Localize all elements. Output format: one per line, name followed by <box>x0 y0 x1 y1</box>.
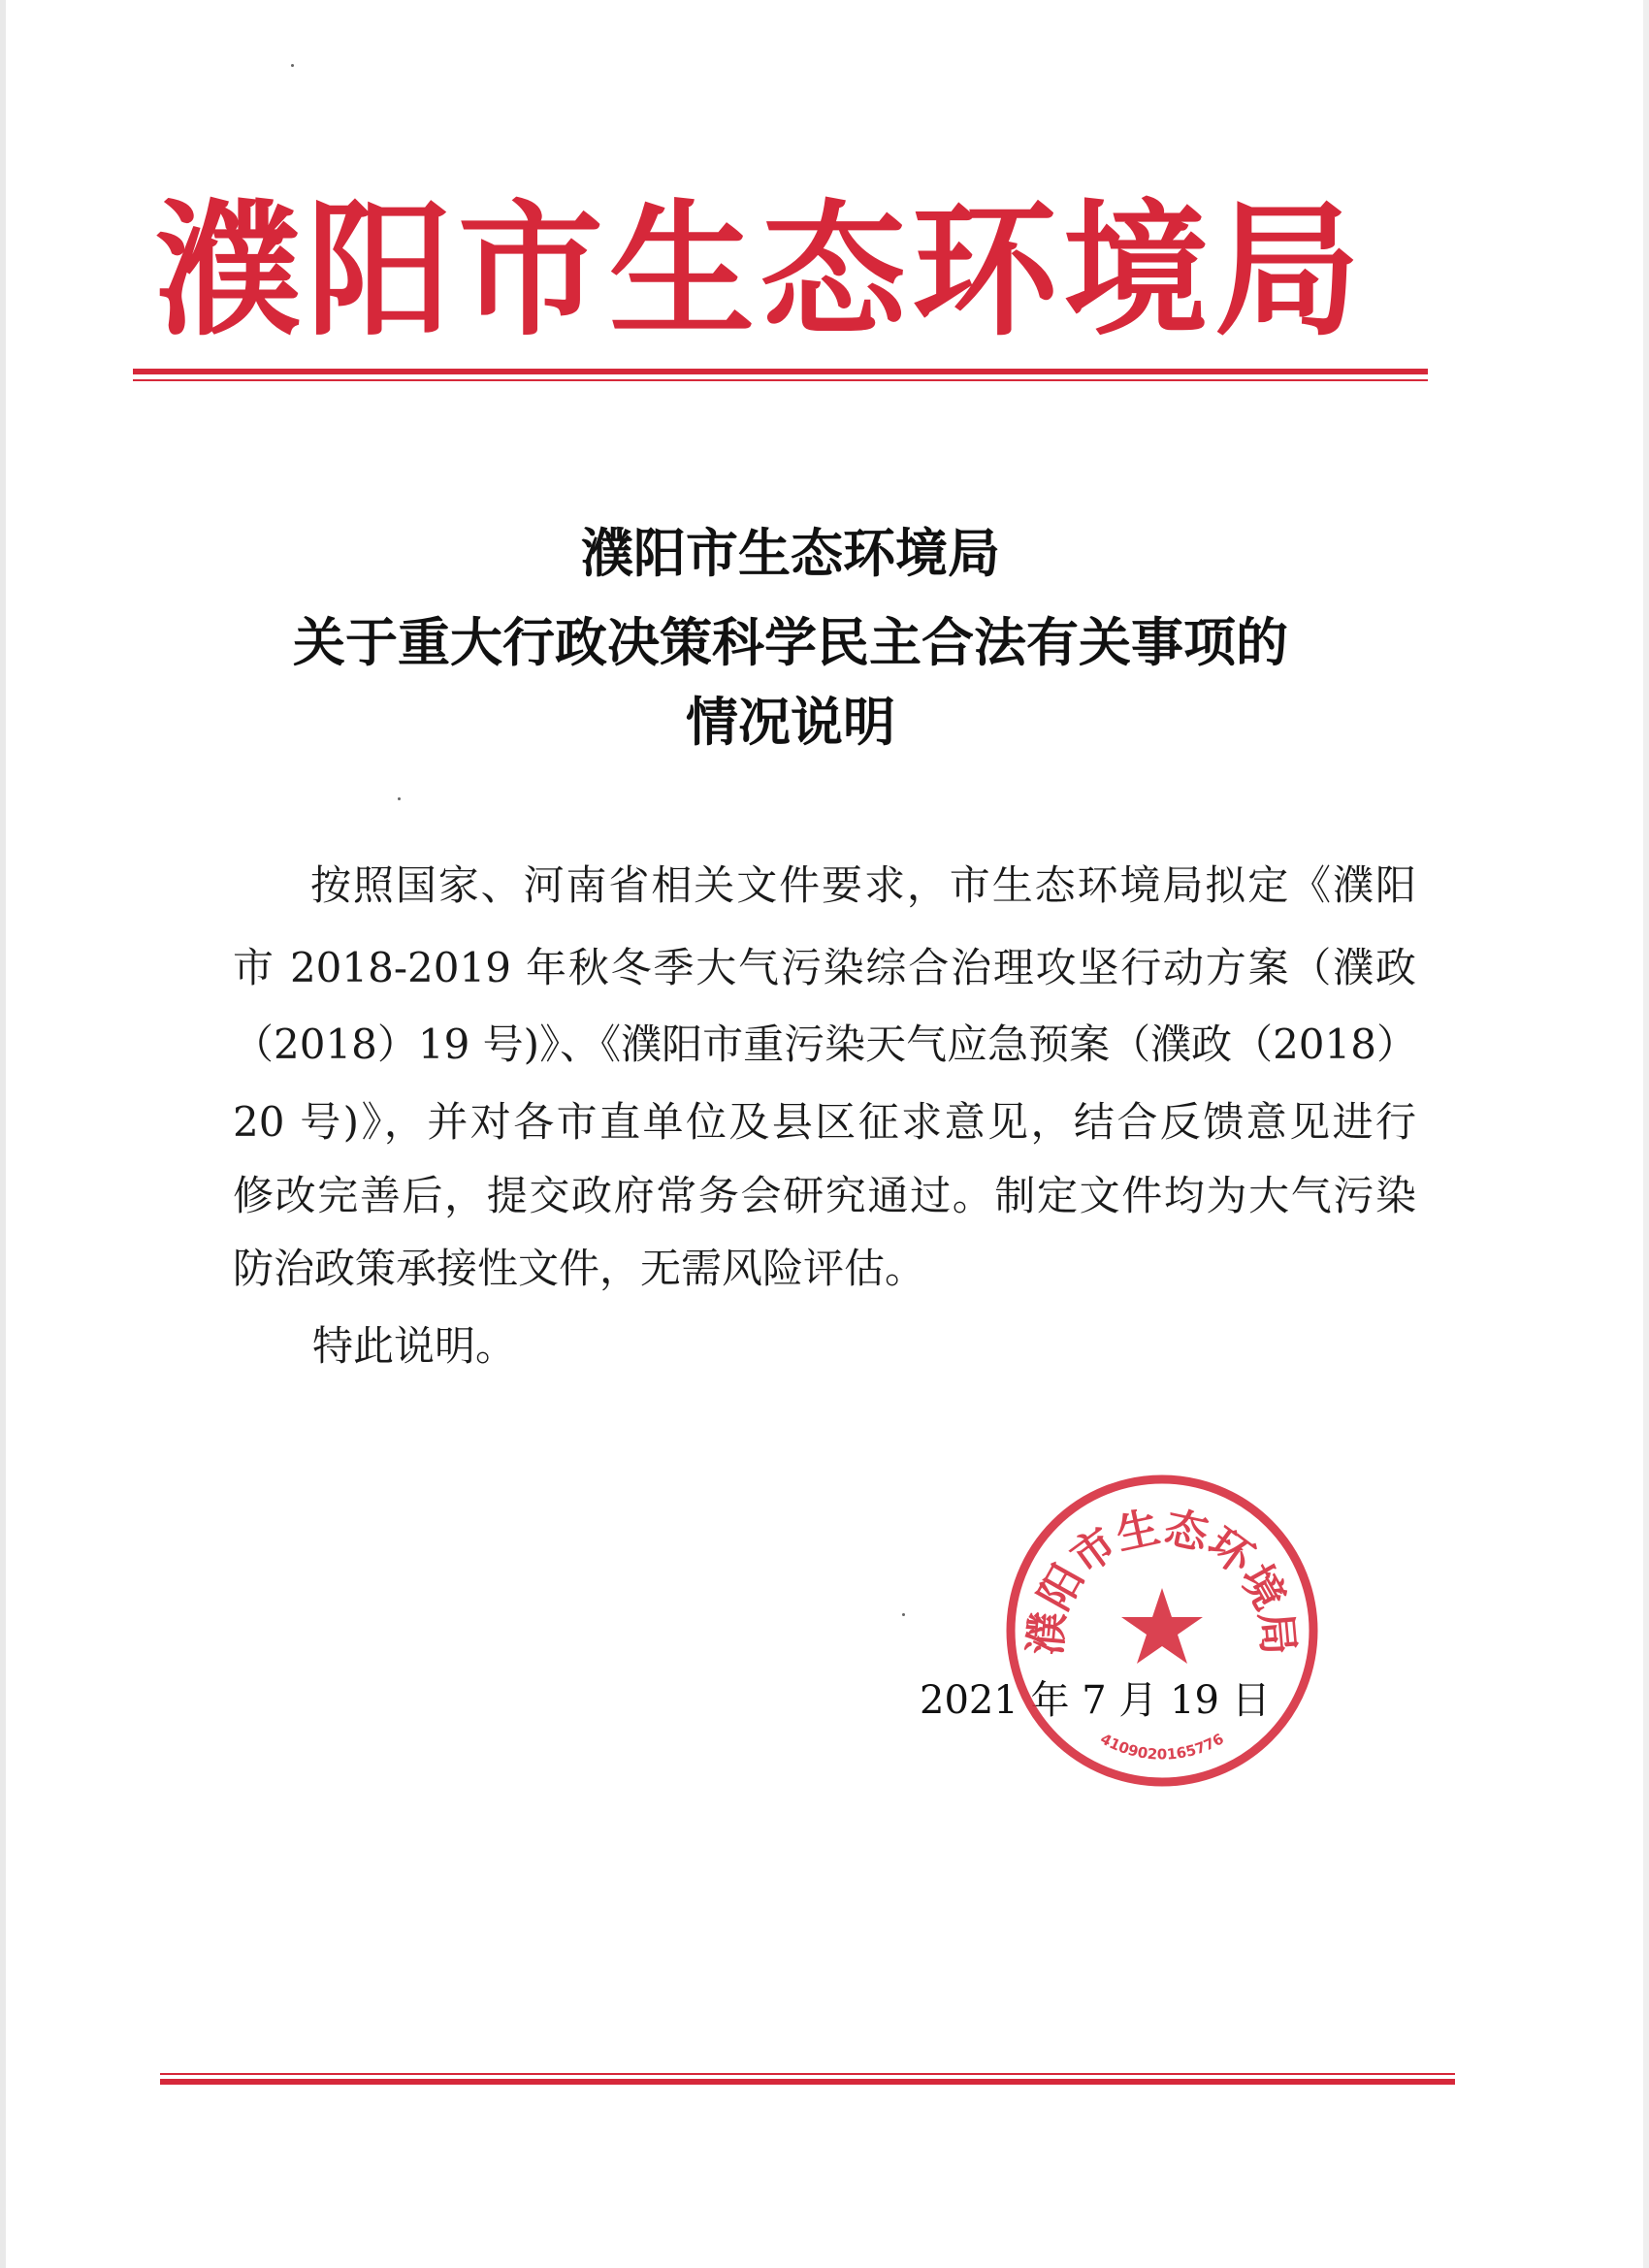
body-line: （2018）19 号)》、《濮阳市重污染天气应急预案（濮政（2018） <box>233 1021 1417 1068</box>
masthead-rule-thin <box>133 379 1428 381</box>
document-title-line-3: 情况说明 <box>686 691 895 753</box>
scan-edge-right <box>1643 0 1649 2268</box>
body-line: 修改完善后，提交政府常务会研究通过。制定文件均为大气污染 <box>233 1172 1416 1219</box>
scan-speck <box>902 1613 905 1616</box>
star-icon <box>1121 1588 1203 1664</box>
document-title-line-2: 关于重大行政决策科学民主合法有关事项的 <box>293 611 1288 673</box>
footer-rule-thin <box>160 2073 1455 2075</box>
signature-date: 2021 年 7 月 19 日 <box>920 1678 1271 1723</box>
scan-speck <box>398 797 401 800</box>
scan-edge-left <box>0 0 6 2268</box>
document-title-line-1: 濮阳市生态环境局 <box>581 522 1000 584</box>
body-line: 防治政策承接性文件，无需风险评估。 <box>233 1245 926 1292</box>
masthead-rule-thick <box>133 369 1428 374</box>
agency-masthead: 濮阳市生态环境局 <box>155 187 1367 356</box>
seal-code: 4109020165776 <box>1097 1730 1227 1764</box>
official-seal <box>1001 1470 1323 1792</box>
footer-rule-thick <box>160 2079 1455 2085</box>
seal-name: 濮阳市生态环境局 <box>1020 1503 1304 1658</box>
closing-remark: 特此说明。 <box>312 1322 517 1370</box>
body-line: 20 号)》，并对各市直单位及县区征求意见，结合反馈意见进行 <box>233 1098 1416 1146</box>
body-line: 按照国家、河南省相关文件要求，市生态环境局拟定《濮阳 <box>310 861 1416 909</box>
scan-speck <box>291 64 294 67</box>
body-line: 市 2018-2019 年秋冬季大气污染综合治理攻坚行动方案（濮政 <box>233 944 1416 991</box>
